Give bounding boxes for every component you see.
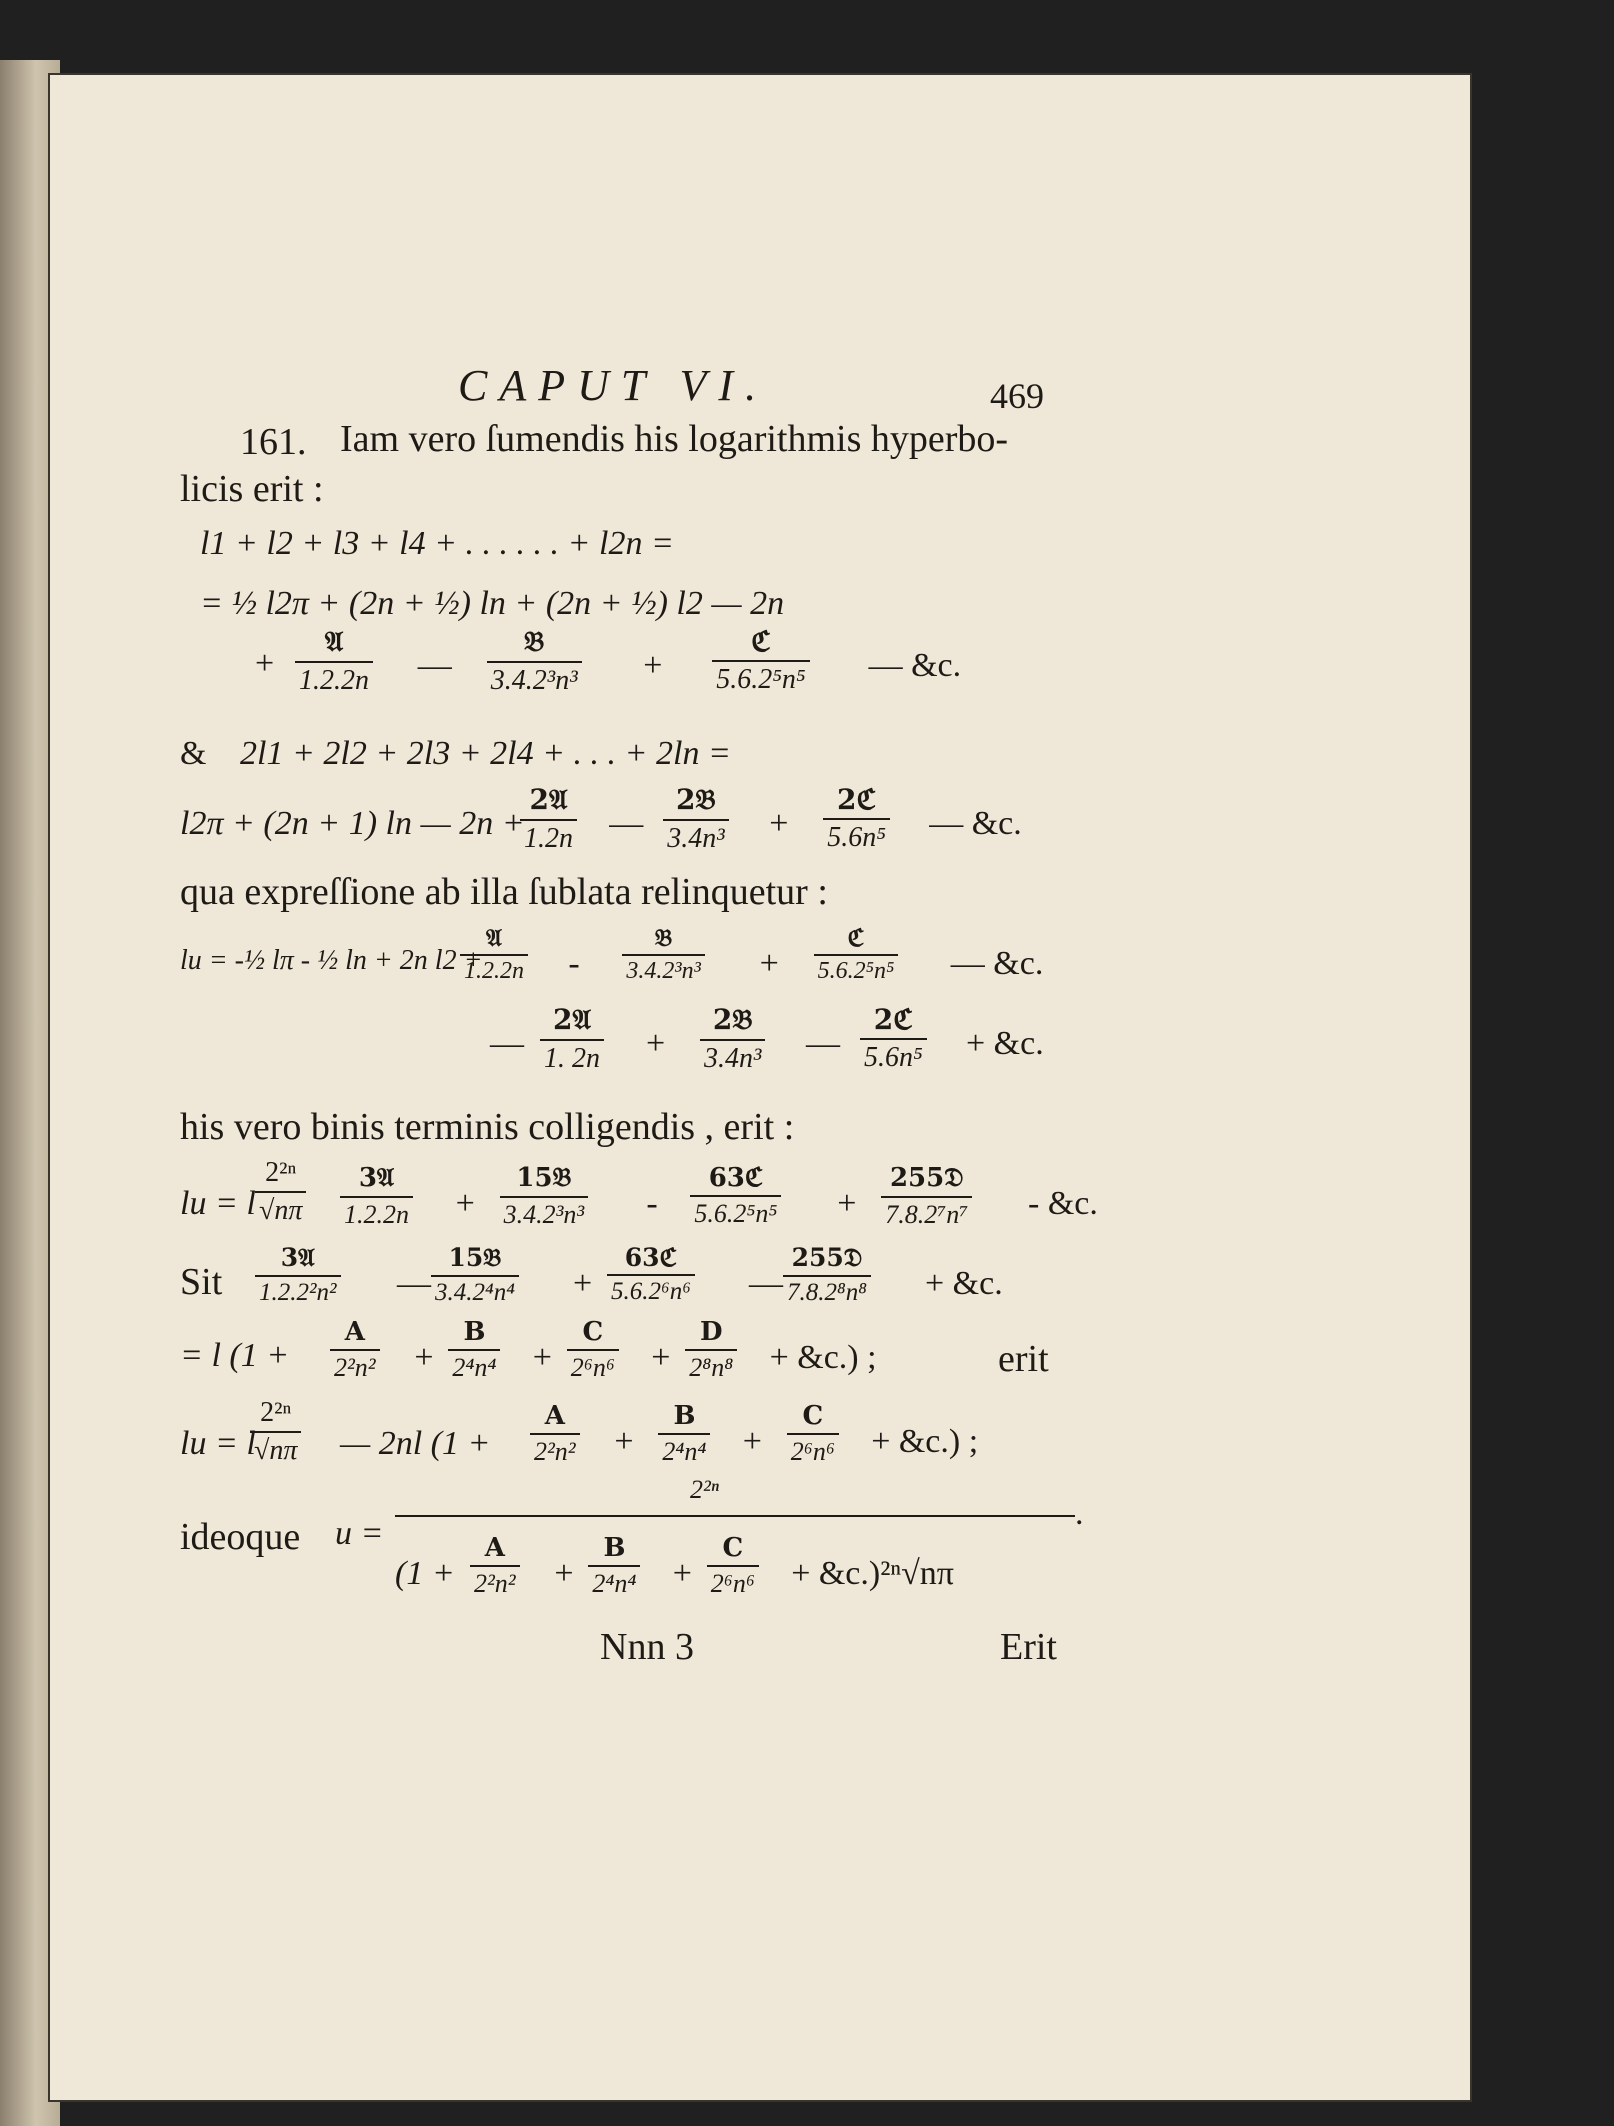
denominator: 2²n² — [330, 1349, 380, 1383]
operator: + — [614, 1423, 634, 1460]
eq5-terms2-term-0 — [330, 1317, 380, 1383]
catchword: Erit — [1000, 1626, 1057, 1668]
operator: — &c. — [929, 805, 1022, 842]
eq7-numerator: 2²ⁿ — [690, 1475, 719, 1504]
operator: + &c.) ; — [769, 1339, 877, 1376]
running-head: CAPUT VI. — [458, 361, 769, 410]
eq2-terms-term-1 — [663, 783, 728, 855]
denominator: 5.6.2⁶n⁶ — [607, 1274, 695, 1306]
eq2-line1: 2l1 + 2l2 + 2l3 + 2l4 + . . . + 2ln = — [240, 735, 731, 772]
eq5-terms-term-1 — [431, 1243, 519, 1307]
eq6-first-fraction — [250, 1397, 301, 1467]
eq3-line2-lead: — — [490, 1025, 524, 1062]
operator: + — [759, 945, 779, 982]
denominator: 5.6.2⁵n⁵ — [814, 954, 899, 985]
eq6-terms-term-0 — [530, 1401, 580, 1467]
operator: - &c. — [1028, 1185, 1098, 1222]
denominator: 3.4.2³n³ — [622, 954, 704, 985]
eq1-terms-term-0 — [295, 625, 373, 697]
denominator: 5.6.2⁵n⁵ — [712, 660, 809, 696]
eq4-first-fraction — [255, 1157, 306, 1227]
denominator: 7.8.2⁸n⁸ — [783, 1275, 871, 1307]
operator: — — [417, 647, 452, 684]
operator: — — [749, 1265, 783, 1302]
eq5-terms-term-3 — [783, 1243, 871, 1307]
eq2-terms-term-2 — [823, 783, 890, 854]
operator: + — [532, 1339, 552, 1376]
intro-line-1: Iam vero ſumendis his logarithmis hyperbo- — [340, 418, 1009, 460]
book-page — [50, 75, 1470, 2100]
numerator: 255𝔇 — [889, 1163, 964, 1193]
numerator: 2ℭ — [836, 783, 877, 816]
eq3-prefix: lu = -½ lπ - ½ ln + 2n l2 + — [180, 945, 483, 976]
numerator: 15𝔅 — [516, 1163, 572, 1193]
eq5-line2-prefix: = l (1 + — [180, 1337, 290, 1374]
numerator: 𝔄 — [486, 923, 502, 952]
eq7-terms-term-2 — [707, 1533, 759, 1599]
numerator: C — [722, 1533, 744, 1563]
operator: + — [455, 1185, 475, 1222]
numerator: ℭ — [847, 923, 865, 952]
eq4-terms-term-2 — [690, 1163, 781, 1229]
eq3-terms2-term-1 — [700, 1003, 765, 1075]
text-his: his vero binis terminis colligendis , erit : — [180, 1106, 795, 1148]
eq4-first-denominator: √nπ — [255, 1191, 306, 1227]
operator: + &c.) ; — [871, 1423, 979, 1460]
denominator: 3.4n³ — [700, 1039, 765, 1075]
eq2-line2-prefix: l2π + (2n + 1) ln — 2n + — [180, 805, 525, 842]
operator: + — [837, 1185, 857, 1222]
intro-line-2: licis erit : — [180, 468, 324, 510]
eq6-first-denominator: √nπ — [250, 1431, 301, 1467]
eq5-sit: Sit — [180, 1261, 223, 1303]
operator: - — [646, 1185, 658, 1222]
operator: + — [672, 1555, 692, 1592]
operator: + — [769, 805, 789, 842]
eq2-ampersand: & — [180, 735, 207, 772]
operator: — — [397, 1265, 431, 1302]
numerator: D — [699, 1317, 723, 1347]
numerator: 2𝔅 — [676, 783, 716, 816]
eq4-terms-term-3 — [881, 1163, 972, 1230]
eq5-terms-term-2 — [607, 1243, 695, 1306]
denominator: 2⁴n⁴ — [588, 1565, 640, 1599]
numerator: B — [603, 1533, 626, 1563]
operator: — — [609, 805, 644, 842]
numerator: 𝔄 — [324, 625, 344, 658]
denominator: 3.4n³ — [663, 819, 728, 855]
eq7-terms-term-1 — [588, 1533, 640, 1599]
eq7-terms-term-0 — [470, 1533, 520, 1599]
numerator: 𝔅 — [524, 625, 545, 658]
page-number: 469 — [990, 376, 1044, 416]
denominator: 5.6n⁵ — [823, 818, 890, 854]
denominator: 2⁸n⁸ — [685, 1349, 737, 1383]
paragraph-number: 161. — [240, 421, 307, 463]
numerator: A — [344, 1317, 365, 1347]
eq3-terms-term-1 — [622, 923, 704, 985]
denominator: 1.2n — [520, 819, 577, 855]
operator: + — [651, 1339, 671, 1376]
denominator: 2⁶n⁶ — [787, 1433, 839, 1467]
eq6-first-numerator: 2²ⁿ — [260, 1397, 292, 1428]
eq5-terms2-term-2 — [567, 1317, 619, 1383]
eq4-first-numerator: 2²ⁿ — [265, 1157, 297, 1188]
numerator: 3𝔄 — [358, 1163, 395, 1193]
operator: — &c. — [868, 647, 962, 684]
numerator: 2𝔄 — [529, 783, 568, 816]
eq3-terms-term-0 — [460, 923, 528, 985]
denominator: 7.8.2⁷n⁷ — [881, 1196, 972, 1230]
numerator: ℭ — [751, 625, 771, 658]
eq4-prefix: lu = l — [180, 1185, 256, 1222]
denominator: 2²n² — [530, 1433, 580, 1467]
eq7-den-open: (1 + — [395, 1555, 455, 1592]
eq6-prefix: lu = l — [180, 1425, 256, 1462]
operator: - — [568, 945, 580, 982]
operator: + &c.)²ⁿ√nπ — [791, 1555, 954, 1592]
denominator: 3.4.2³n³ — [500, 1196, 589, 1230]
numerator: 255𝔇 — [791, 1243, 863, 1272]
operator: — &c. — [950, 945, 1044, 982]
eq7-ideoque: ideoque — [180, 1516, 301, 1558]
numerator: A — [484, 1533, 505, 1563]
denominator: 1.2.2n — [340, 1196, 413, 1230]
denominator: 3.4.2⁴n⁴ — [431, 1275, 519, 1307]
numerator: 63ℭ — [708, 1163, 764, 1193]
numerator: A — [544, 1401, 565, 1431]
numerator: B — [463, 1317, 486, 1347]
eq5-terms-term-0 — [255, 1243, 341, 1307]
eq3-terms2-term-0 — [540, 1003, 604, 1075]
eq6-terms-term-2 — [787, 1401, 839, 1467]
denominator: 5.6.2⁵n⁵ — [690, 1195, 781, 1229]
eq1-terms-term-2 — [712, 625, 809, 696]
eq6-terms-term-1 — [658, 1401, 710, 1467]
operator: + — [573, 1265, 593, 1302]
eq6-mid: — 2nl (1 + — [340, 1425, 491, 1462]
denominator: 1.2.2n — [295, 661, 373, 697]
operator: + — [742, 1423, 762, 1460]
denominator: 1. 2n — [540, 1039, 604, 1075]
eq1-line1: l1 + l2 + l3 + l4 + . . . . . . + l2n = — [200, 525, 674, 562]
eq1-lead-plus: + — [255, 645, 275, 682]
numerator: B — [673, 1401, 696, 1431]
numerator: 3𝔄 — [280, 1243, 315, 1272]
denominator: 5.6n⁵ — [860, 1038, 927, 1074]
denominator: 1.2.2n — [460, 954, 528, 985]
eq4-terms-term-1 — [500, 1163, 589, 1230]
eq7-fraction-bar — [395, 1515, 1075, 1517]
operator: + &c. — [925, 1265, 1003, 1302]
denominator: 2⁴n⁴ — [448, 1349, 500, 1383]
eq5-terms2-term-3 — [685, 1317, 737, 1383]
eq7-u: u = — [335, 1515, 384, 1552]
eq1-line2: = ½ l2π + (2n + ½) ln + (2n + ½) l2 — 2n — [200, 585, 785, 622]
operator: + — [554, 1555, 574, 1592]
eq3-terms2-term-2 — [860, 1003, 927, 1074]
denominator: 2²n² — [470, 1565, 520, 1599]
signature-mark: Nnn 3 — [600, 1626, 694, 1668]
eq7-end-dot: . — [1075, 1495, 1084, 1532]
operator: + — [643, 647, 663, 684]
eq5-erit: erit — [998, 1338, 1049, 1380]
denominator: 3.4.2³n³ — [487, 661, 582, 697]
numerator: 63ℭ — [624, 1243, 678, 1272]
operator: + — [414, 1339, 434, 1376]
denominator: 2⁴n⁴ — [658, 1433, 710, 1467]
numerator: C — [582, 1317, 604, 1347]
eq3-terms-term-2 — [814, 923, 899, 985]
operator: + — [646, 1025, 666, 1062]
operator: + &c. — [966, 1025, 1044, 1062]
numerator: 𝔅 — [654, 923, 673, 952]
eq2-terms-term-0 — [520, 783, 577, 855]
text-qua: qua expreſſione ab illa ſublata relinquetur : — [180, 871, 828, 913]
eq5-terms2-term-1 — [448, 1317, 500, 1383]
operator: — — [806, 1025, 840, 1062]
numerator: 2𝔄 — [552, 1003, 592, 1036]
eq1-terms-term-1 — [487, 625, 582, 697]
numerator: 15𝔅 — [448, 1243, 502, 1272]
denominator: 1.2.2²n² — [255, 1275, 341, 1307]
numerator: 2𝔅 — [712, 1003, 753, 1036]
eq4-terms-term-0 — [340, 1163, 413, 1230]
denominator: 2⁶n⁶ — [567, 1349, 619, 1383]
numerator: C — [802, 1401, 824, 1431]
numerator: 2ℭ — [873, 1003, 913, 1036]
denominator: 2⁶n⁶ — [707, 1565, 759, 1599]
